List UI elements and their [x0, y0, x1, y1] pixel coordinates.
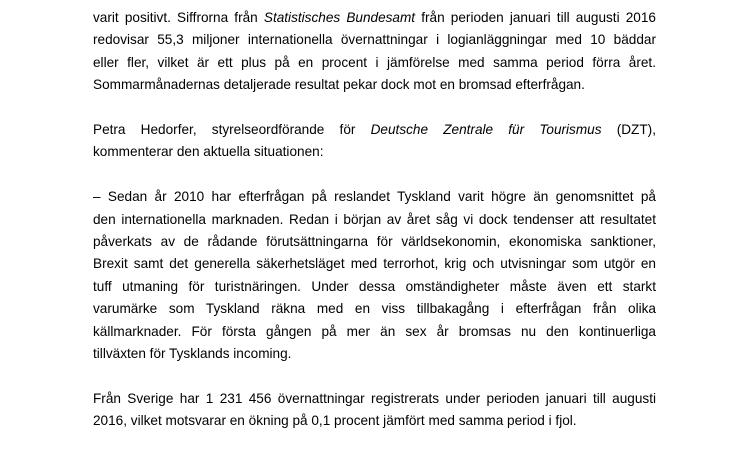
text-segment: Brexit samt det generella säkerhetsläget med terrorhot, krig och utvisningar som utgör en — [93, 256, 656, 272]
text-segment: Från Sverige har 1 231 456 övernattningar registrerats under perioden januari till augusti — [93, 390, 656, 406]
text-line — [93, 276, 656, 298]
text-segment: från perioden januari till augusti 2016 — [415, 10, 656, 25]
text-line — [93, 186, 656, 208]
text-segment: varumärke som Tyskland räkna med en viss tillbakagång i efterfrågan från olika — [93, 301, 656, 317]
text-segment: (DZT), — [601, 122, 656, 138]
text-line — [93, 74, 656, 96]
text-line — [93, 209, 656, 231]
text-segment: – Sedan år 2010 har efterfrågan på reslandet Tyskland varit högre än genomsnittet på — [93, 189, 656, 205]
text-segment: påverkats av de rådande förutsättningarna för världsekonomin, ekonomiska sanktioner, — [93, 234, 656, 250]
text-line — [93, 141, 656, 163]
text-segment: Sommarmånadernas detaljerade resultat pekar dock mot en bromsad efterfrågan. — [93, 77, 585, 93]
text-line — [93, 52, 656, 74]
text-segment: tillväxten för Tysklands incoming. — [93, 346, 292, 362]
text-line — [93, 321, 656, 343]
text-line — [93, 343, 656, 365]
text-segment: varit positivt. Siffrorna från — [93, 10, 264, 25]
text-segment: den internationella marknaden. Redan i början av året såg vi dock tendenser att resultatet — [93, 211, 656, 227]
text-line — [93, 119, 656, 141]
text-segment: Petra Hedorfer, styrelseordförande för — [93, 122, 371, 138]
paragraph — [93, 119, 656, 164]
text-line — [93, 410, 656, 432]
text-line — [93, 231, 656, 253]
text-line — [93, 298, 656, 320]
text-line — [93, 253, 656, 275]
paragraph — [93, 186, 656, 365]
text-line — [93, 29, 656, 51]
text-segment: eller fler, vilket är ett plus på en procent i jämförelse med samma period förra året. — [93, 54, 656, 70]
paragraph — [93, 7, 656, 97]
text-line — [93, 388, 656, 410]
italic-term: Statistisches Bundesamt — [263, 10, 416, 25]
text-segment: kommenterar den aktuella situationen: — [93, 144, 324, 160]
text-segment: 2016, vilket motsvarar en ökning på 0,1 procent jämfört med samma period i fjol. — [93, 413, 577, 429]
text-line — [93, 7, 656, 29]
text-segment: källmarknader. För första gången på mer än sex år bromsas nu den kontinuerliga — [93, 323, 656, 339]
text-segment: redovisar 55,3 miljoner internationella övernattningar i logianläggningar med 10 bäddar — [93, 32, 656, 48]
document-body — [93, 7, 656, 455]
text-segment: tuff utmaning för turistnäringen. Under dessa omständigheter måste även ett starkt — [93, 278, 656, 294]
paragraph — [93, 388, 656, 433]
italic-term: Deutsche Zentrale für Tourismus — [370, 122, 602, 138]
